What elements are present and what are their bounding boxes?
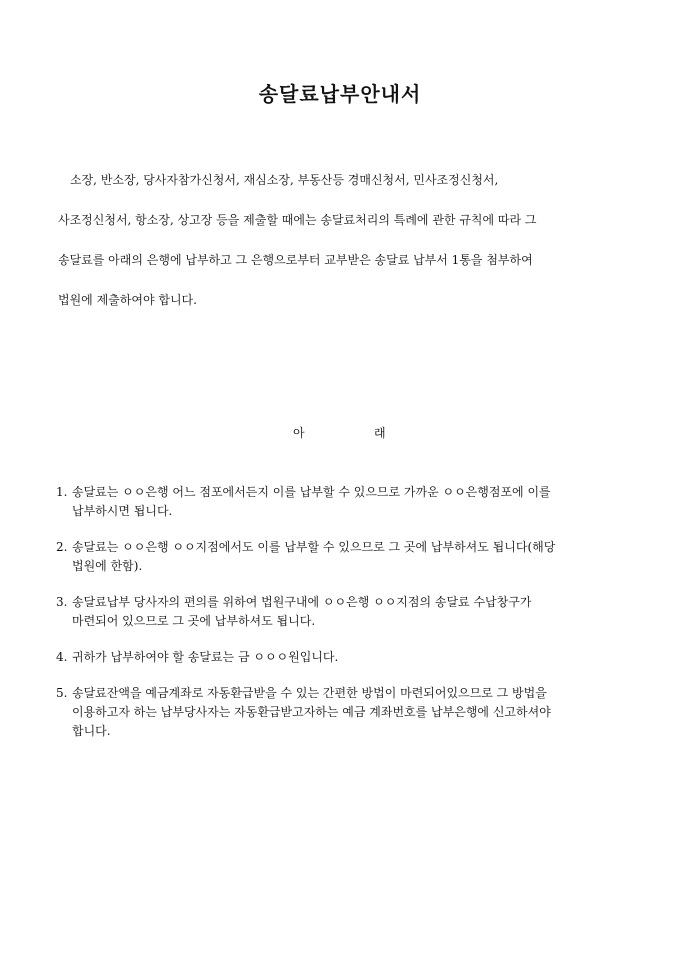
item-line: 송달료납부 당사자의 편의를 위하여 법원구내에 ㅇㅇ은행 ㅇㅇ지점의 송달료 수납창구가 — [72, 595, 532, 609]
item-line: 마련되어 있으므로 그 곳에 납부하셔도 됩니다. — [72, 614, 316, 628]
item-line: 이용하고자 하는 납부당사자는 자동환급받고자하는 예금 계좌번호를 납부은행에 신고하셔야 — [72, 705, 551, 719]
item-number: 2. — [56, 540, 68, 554]
intro-line: 송달료를 아래의 은행에 납부하고 그 은행으로부터 교부받은 송달료 납부서 1통을 첨부하여 — [58, 253, 533, 267]
list-item — [56, 593, 636, 631]
item-line: 송달료잔액을 예금계좌로 자동환급받을 수 있는 간편한 방법이 마련되어있으므로 그 방법을 — [72, 686, 547, 700]
item-number: 4. — [56, 650, 68, 664]
list-item — [56, 684, 636, 741]
list-item — [56, 648, 636, 667]
list-item — [56, 483, 636, 521]
item-line: 송달료는 ㅇㅇ은행 어느 점포에서든지 이를 납부할 수 있으므로 가까운 ㅇㅇ은행점포에 이를 — [72, 485, 551, 499]
intro-paragraph — [58, 172, 628, 332]
item-line: 납부하시면 됩니다. — [72, 504, 173, 518]
document-title: 송달료납부안내서 — [258, 82, 422, 106]
item-number: 3. — [56, 595, 68, 609]
intro-line: 법원에 제출하여야 합니다. — [58, 293, 197, 307]
section-heading-left: 아 — [293, 426, 305, 440]
section-heading-right: 래 — [374, 426, 386, 440]
notice-list — [56, 483, 636, 758]
intro-line: 사조정신청서, 항소장, 상고장 등을 제출할 때에는 송달료처리의 특례에 관한 규칙에 따라 그 — [58, 213, 537, 227]
item-number: 5. — [56, 686, 68, 700]
intro-line: 소장, 반소장, 당사자참가신청서, 재심소장, 부동산등 경매신청서, 민사조정신청서, — [70, 173, 499, 187]
list-item — [56, 538, 636, 576]
item-line: 귀하가 납부하여야 할 송달료는 금 ㅇㅇㅇ원입니다. — [72, 650, 339, 664]
item-number: 1. — [56, 485, 68, 499]
item-line: 법원에 한함). — [72, 559, 143, 573]
item-line: 합니다. — [72, 724, 111, 738]
item-line: 송달료는 ㅇㅇ은행 ㅇㅇ지점에서도 이를 납부할 수 있으므로 그 곳에 납부하셔도 됩니다(해당 — [72, 540, 556, 554]
